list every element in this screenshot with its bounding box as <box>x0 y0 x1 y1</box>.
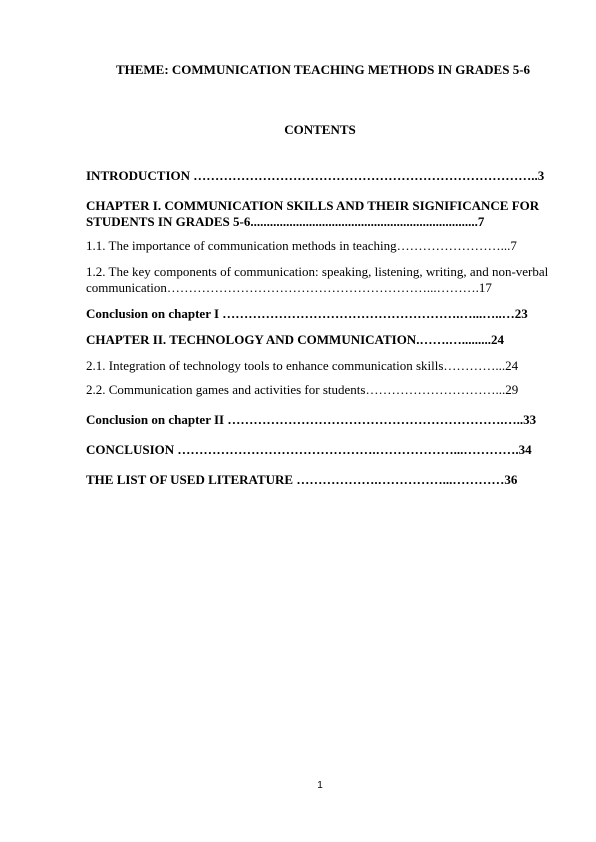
toc-entry-conclusion-chapter-1: Conclusion on chapter I ……………………………………………….…...…..…23 <box>86 306 528 321</box>
toc-entry-introduction: INTRODUCTION ……………………………………………………………………..3 <box>86 168 545 183</box>
toc-entry-conclusion: CONCLUSION ……………………………………….………………...………….34 <box>86 442 532 457</box>
document-theme-title: THEME: COMMUNICATION TEACHING METHODS IN GRADES 5-6 <box>115 62 531 77</box>
toc-entry-conclusion-chapter-2: Conclusion on chapter II ……………………………………………………….…..33 <box>86 412 537 427</box>
toc-entry-section-1-2: 1.2. The key components of communication: speaking, listening, writing, and non-verbal communication……………………………………………………...……….17 <box>86 264 549 295</box>
toc-entry-chapter-1: CHAPTER I. COMMUNICATION SKILLS AND THEIR SIGNIFICANCE FOR STUDENTS IN GRADES 5-6......................................................................7 <box>86 198 540 229</box>
toc-entry-section-2-2: 2.2. Communication games and activities for students…………………………...29 <box>86 382 519 397</box>
contents-heading: CONTENTS <box>284 122 356 137</box>
table-of-contents <box>86 168 554 488</box>
toc-entry-section-1-1: 1.1. The importance of communication methods in teaching……………………...7 <box>86 238 517 253</box>
page-number: 1 <box>317 780 323 791</box>
toc-entry-chapter-2: CHAPTER II. TECHNOLOGY AND COMMUNICATION.…….….........24 <box>86 332 504 347</box>
toc-entry-literature: THE LIST OF USED LITERATURE ……………….……………...…………36 <box>86 472 518 487</box>
toc-entry-section-2-1: 2.1. Integration of technology tools to enhance communication skills…………...24 <box>86 358 519 373</box>
